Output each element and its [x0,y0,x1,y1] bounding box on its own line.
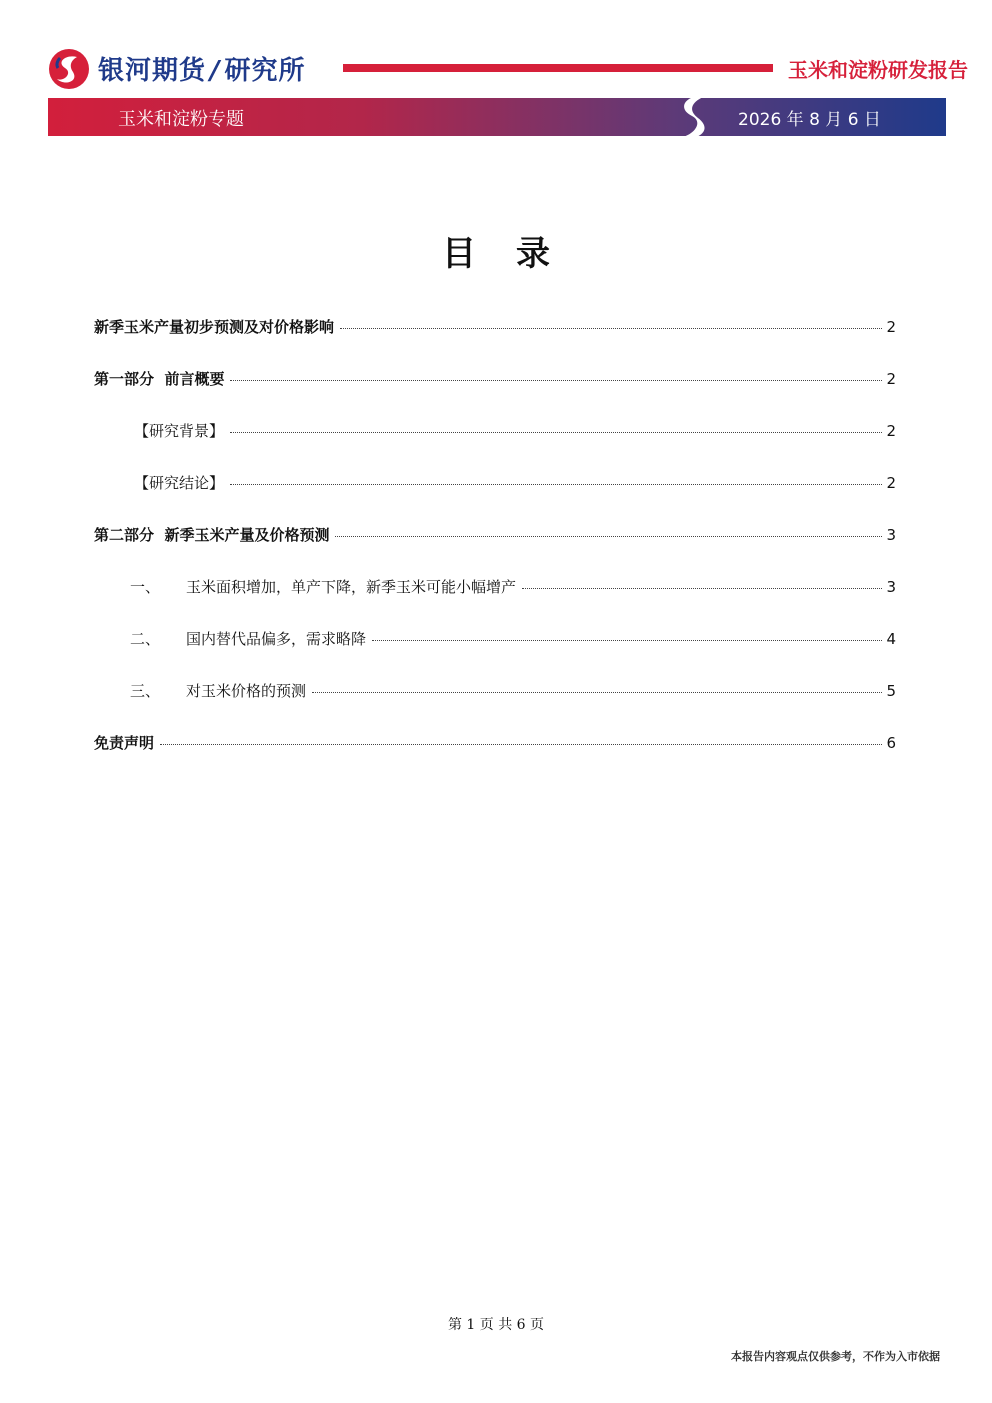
toc-leader [230,431,882,433]
galaxy-logo-icon [48,48,90,90]
toc-leader [312,691,882,693]
toc-item-page: 2 [886,318,896,336]
toc-item-number: 一、 [130,578,161,596]
toc-item-page: 5 [886,682,896,700]
toc-item-label: 第二部分 新季玉米产量及价格预测 [94,526,330,544]
header-band [48,98,946,136]
toc-item[interactable] [94,680,896,732]
page-number: 第 1 页 共 6 页 [447,1317,545,1333]
brand-name: 银河期货 [98,56,207,86]
toc-item-page: 2 [886,370,896,388]
header-divider [343,64,773,72]
toc-item-page: 2 [886,422,896,440]
toc-leader [160,743,882,745]
toc-item[interactable] [94,628,896,680]
report-date: 2026 年 8 月 6 日 [738,110,881,130]
toc-item-label: 玉米面积增加，单产下降，新季玉米可能小幅增产 [186,578,517,596]
brand [98,50,306,87]
toc-item-page: 3 [886,578,896,596]
toc-item-label: 第一部分 前言概要 [94,370,225,388]
toc-leader [335,535,882,537]
toc-item-page: 6 [886,734,896,752]
report-title: 玉米和淀粉研发报告 [788,58,968,82]
footer-disclaimer: 本报告内容观点仅供参考，不作为入市依据 [731,1350,940,1363]
report-topic: 玉米和淀粉专题 [118,109,244,130]
toc-item[interactable] [94,368,896,420]
brand-separator: / [210,56,221,86]
toc-leader [522,587,882,589]
swoosh-icon [672,98,712,136]
toc-list [94,316,896,784]
toc-item-label: 新季玉米产量初步预测及对价格影响 [94,318,335,336]
toc-item-label: 【研究背景】 [134,422,225,440]
toc-item[interactable] [94,316,896,368]
toc-item[interactable] [94,420,896,472]
toc-item[interactable] [94,472,896,524]
toc-item-label: 国内替代品偏多，需求略降 [186,630,367,648]
toc-leader [230,379,882,381]
toc-item-label: 对玉米价格的预测 [186,682,307,700]
brand-division: 研究所 [224,56,306,86]
toc-item-label: 免责声明 [94,734,155,752]
toc-title: 目录 [442,234,590,274]
toc-item-page: 2 [886,474,896,492]
toc-item-number: 三、 [130,682,161,700]
toc-leader [230,483,882,485]
toc-item[interactable] [94,576,896,628]
toc-item-page: 4 [886,630,896,648]
toc-item[interactable] [94,732,896,784]
toc-leader [372,639,882,641]
toc-item-number: 二、 [130,630,161,648]
toc-leader [340,327,882,329]
toc-item[interactable] [94,524,896,576]
toc-item-label: 【研究结论】 [134,474,225,492]
toc-item-page: 3 [886,526,896,544]
